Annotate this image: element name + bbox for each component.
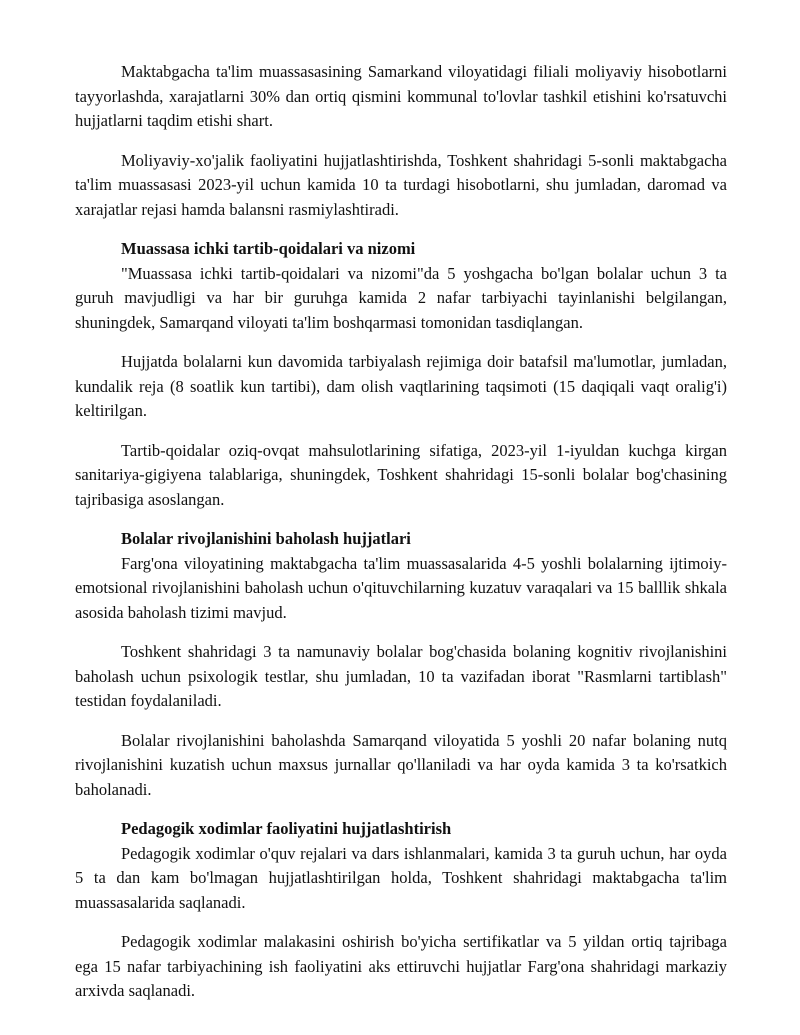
paragraph: Hujjatda bolalarni kun davomida tarbiyalash rejimiga doir batafsil ma'lumotlar, jumladan, kundalik reja (8 soatlik kun tartibi), dam olish vaqtlarining taqsimoti (15 daqiqali vaqt oralig'i) keltirilgan. bbox=[75, 352, 727, 420]
paragraph: Bolalar rivojlanishini baholashda Samarqand viloyatida 5 yoshli 20 nafar bolaning nutq rivojlanishini kuzatish uchun maxsus jurnallar qo'llaniladi va har oyda kamida 3 ta ko'rsatkich baholanadi. bbox=[75, 730, 727, 799]
paragraph: Pedagogik xodimlar o'quv rejalari va dars ishlanmalari, kamida 3 ta guruh uchun, har oyda 5 ta dan kam bo'lmagan hujjatlashtirilgan holda, Toshkent shahridagi maktabgacha ta'lim muassasalarida saqlanadi. bbox=[75, 843, 727, 912]
paragraph: Toshkent shahridagi 3 ta namunaviy bolalar bog'chasida bolaning kognitiv rivojlanishini baholash uchun psixologik testlar, shu jumladan, 10 ta vazifadan iborat "Rasmlarni tartiblash" testidan foydalaniladi. bbox=[75, 642, 727, 710]
section-heading: Bolalar rivojlanishini baholash hujjatlari bbox=[121, 529, 411, 548]
paragraph: Maktabgacha ta'lim muassasasining Samarkand viloyatidagi filiali moliyaviy hisobotlarni tayyorlashda, xarajatlarni 30% dan ortiq qismini kommunal to'lovlar tashkil etishini ko'rsatuvchi hujjatlarni taqdim etishi shart. bbox=[75, 62, 727, 130]
paragraph: Farg'ona viloyatining maktabgacha ta'lim muassasalarida 4-5 yoshli bolalarning ijtimoiy-emotsional rivojlanishini baholash uchun o'qituvchilarning kuzatuv varaqalari va 15 balllik shkala asosida baholash tizimi mavjud. bbox=[75, 553, 727, 622]
paragraph: "Muassasa ichki tartib-qoidalari va nizomi"da 5 yoshgacha bo'lgan bolalar uchun 3 ta guruh mavjudligi va har bir guruhga kamida 2 nafar tarbiyachi tayinlanishi belgilangan, shuningdek, Samarqand viloyati ta'lim boshqarmasi tomonidan tasdiqlangan. bbox=[75, 263, 727, 332]
paragraph: Tartib-qoidalar oziq-ovqat mahsulotlarining sifatiga, 2023-yil 1-iyuldan kuchga kirgan sanitariya-gigiyena talablariga, shuningdek, Toshkent shahridagi 15-sonli bolalar bog'chasining tajribasiga asoslangan. bbox=[75, 440, 727, 509]
paragraph: Moliyaviy-xo'jalik faoliyatini hujjatlashtirishda, Toshkent shahridagi 5-sonli maktabgacha ta'lim muassasasi 2023-yil uchun kamida 10 ta turdagi hisobotlarni, shu jumladan, daromad va xarajatlar rejasi hamda balansni rasmiylashtiradi. bbox=[75, 150, 727, 219]
document-page bbox=[75, 60, 727, 1004]
section-heading: Muassasa ichki tartib-qoidalari va nizomi bbox=[121, 239, 416, 258]
paragraph: Pedagogik xodimlar malakasini oshirish bo'yicha sertifikatlar va 5 yildan ortiq tajribaga ega 15 nafar tarbiyachining ish faoliyatini aks ettiruvchi hujjatlar Farg'ona shahridagi markaziy arxivda saqlanadi. bbox=[75, 932, 727, 1000]
section-heading: Pedagogik xodimlar faoliyatini hujjatlashtirish bbox=[121, 819, 452, 838]
